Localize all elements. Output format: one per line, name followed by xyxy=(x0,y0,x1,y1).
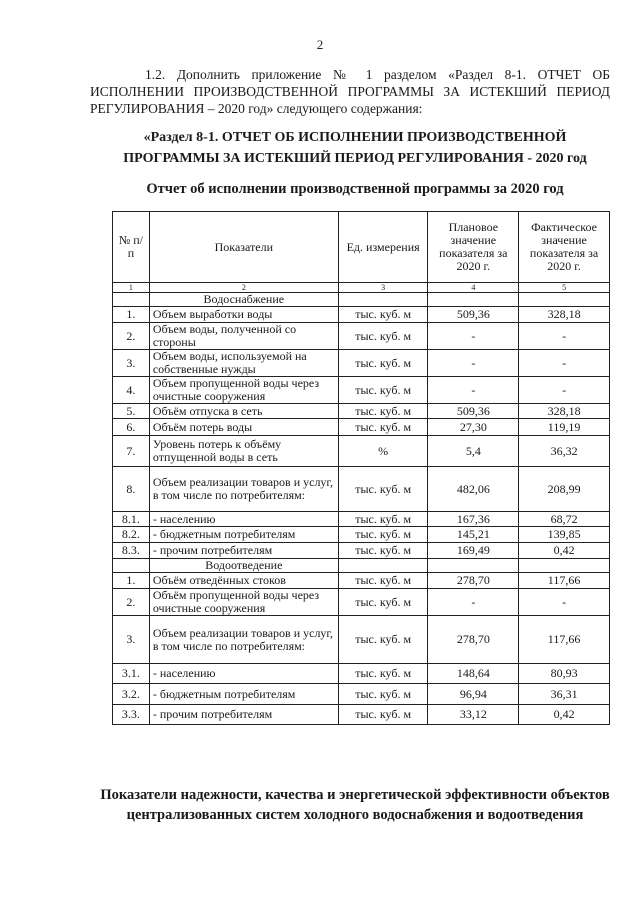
report-table xyxy=(112,211,610,725)
row-unit: тыс. куб. м xyxy=(338,350,428,377)
row-fact-value: 328,18 xyxy=(519,404,610,419)
row-indicator: Объем пропущенной воды через очистные сооружения xyxy=(149,377,338,404)
table-row xyxy=(113,512,610,527)
row-indicator: - населению xyxy=(149,664,338,684)
row-number: 3.3. xyxy=(113,705,150,725)
row-plan-value: 96,94 xyxy=(428,684,519,705)
group-label-water-disposal: Водоотведение xyxy=(149,559,338,573)
row-fact-value: - xyxy=(519,323,610,350)
row-plan-value: - xyxy=(428,377,519,404)
row-number: 4. xyxy=(113,377,150,404)
header-number: № п/п xyxy=(113,212,150,283)
row-indicator: Объем воды, используемой на собственные нужды xyxy=(149,350,338,377)
group-label-water-supply: Водоснабжение xyxy=(149,293,338,307)
column-index: 3 xyxy=(338,283,428,293)
group-spacer xyxy=(519,293,610,307)
row-fact-value: - xyxy=(519,350,610,377)
row-indicator: Объём пропущенной воды через очистные сооружения xyxy=(149,589,338,616)
row-number: 8. xyxy=(113,467,150,512)
header-fact: Фактическое значение показателя за 2020 г. xyxy=(519,212,610,283)
section-title-line1: «Раздел 8-1. ОТЧЕТ ОБ ИСПОЛНЕНИИ ПРОИЗВОДСТВЕННОЙ xyxy=(143,130,567,145)
row-plan-value: 509,36 xyxy=(428,307,519,323)
row-number: 3.1. xyxy=(113,664,150,684)
row-unit: тыс. куб. м xyxy=(338,512,428,527)
row-indicator: Объем реализации товаров и услуг, в том числе по потребителям: xyxy=(149,616,338,664)
row-unit: тыс. куб. м xyxy=(338,377,428,404)
row-fact-value: 328,18 xyxy=(519,307,610,323)
row-plan-value: - xyxy=(428,589,519,616)
row-unit: тыс. куб. м xyxy=(338,467,428,512)
row-fact-value: 36,31 xyxy=(519,684,610,705)
table-row xyxy=(113,404,610,419)
table-row xyxy=(113,467,610,512)
row-number: 2. xyxy=(113,323,150,350)
section-title-line2: ПРОГРАММЫ ЗА ИСТЕКШИЙ ПЕРИОД РЕГУЛИРОВАНИЯ - 2020 год xyxy=(123,151,587,166)
header-plan: Плановое значение показателя за 2020 г. xyxy=(428,212,519,283)
header-indicator: Показатели xyxy=(149,212,338,283)
row-indicator: - бюджетным потребителям xyxy=(149,684,338,705)
row-plan-value: 509,36 xyxy=(428,404,519,419)
group-spacer xyxy=(428,559,519,573)
row-number: 3.2. xyxy=(113,684,150,705)
row-plan-value: 482,06 xyxy=(428,467,519,512)
row-indicator: - прочим потребителям xyxy=(149,543,338,559)
row-fact-value: 36,32 xyxy=(519,436,610,467)
row-unit: тыс. куб. м xyxy=(338,323,428,350)
group-spacer xyxy=(338,293,428,307)
table-row xyxy=(113,664,610,684)
column-index: 5 xyxy=(519,283,610,293)
row-plan-value: 5,4 xyxy=(428,436,519,467)
row-unit: тыс. куб. м xyxy=(338,573,428,589)
row-plan-value: 148,64 xyxy=(428,664,519,684)
table-row xyxy=(113,616,610,664)
table-row xyxy=(113,705,610,725)
group-spacer xyxy=(113,293,150,307)
row-fact-value: - xyxy=(519,377,610,404)
row-indicator: Объем реализации товаров и услуг, в том числе по потребителям: xyxy=(149,467,338,512)
row-fact-value: 0,42 xyxy=(519,705,610,725)
row-indicator: Объем воды, полученной со стороны xyxy=(149,323,338,350)
group-spacer xyxy=(338,559,428,573)
row-number: 3. xyxy=(113,350,150,377)
table-row xyxy=(113,377,610,404)
row-unit: тыс. куб. м xyxy=(338,616,428,664)
row-indicator: - прочим потребителям xyxy=(149,705,338,725)
row-indicator: Уровень потерь к объёму отпущенной воды в сеть xyxy=(149,436,338,467)
row-fact-value: 80,93 xyxy=(519,664,610,684)
row-plan-value: 278,70 xyxy=(428,573,519,589)
row-number: 8.2. xyxy=(113,527,150,543)
table-row xyxy=(113,419,610,436)
row-number: 1. xyxy=(113,573,150,589)
row-number: 1. xyxy=(113,307,150,323)
table-row xyxy=(113,350,610,377)
group-row-water-disposal xyxy=(113,559,610,573)
row-number: 5. xyxy=(113,404,150,419)
table-row xyxy=(113,436,610,467)
group-row-water-supply xyxy=(113,293,610,307)
row-unit: тыс. куб. м xyxy=(338,664,428,684)
table-row xyxy=(113,323,610,350)
row-plan-value: 33,12 xyxy=(428,705,519,725)
row-number: 7. xyxy=(113,436,150,467)
row-indicator: - бюджетным потребителям xyxy=(149,527,338,543)
intro-text: 1.2. Дополнить приложение № 1 разделом «Раздел 8-1. ОТЧЕТ ОБ ИСПОЛНЕНИИ ПРОИЗВОДСТВЕННОЙ ПРОГРАММЫ ЗА ИСТЕКШИЙ ПЕРИОД РЕГУЛИРОВАНИЯ – 2020 год» следующего содержания: xyxy=(90,67,610,116)
header-unit: Ед. измерения xyxy=(338,212,428,283)
row-fact-value: 139,85 xyxy=(519,527,610,543)
group-spacer xyxy=(519,559,610,573)
row-fact-value: 119,19 xyxy=(519,419,610,436)
table-row xyxy=(113,589,610,616)
table-row xyxy=(113,307,610,323)
row-indicator: Объём потерь воды xyxy=(149,419,338,436)
table-row xyxy=(113,684,610,705)
row-number: 2. xyxy=(113,589,150,616)
row-unit: тыс. куб. м xyxy=(338,684,428,705)
row-fact-value: - xyxy=(519,589,610,616)
water-supply-section xyxy=(113,293,610,559)
table-row xyxy=(113,543,610,559)
page-number: 2 xyxy=(316,37,324,52)
row-number: 3. xyxy=(113,616,150,664)
row-indicator: Объём отведённых стоков xyxy=(149,573,338,589)
section-title xyxy=(100,127,610,169)
table-header-row xyxy=(113,212,610,283)
report-title: Отчет об исполнении производственной программы за 2020 год xyxy=(146,181,564,197)
row-indicator: Объем выработки воды xyxy=(149,307,338,323)
row-plan-value: - xyxy=(428,323,519,350)
intro-paragraph xyxy=(90,66,610,117)
column-index: 2 xyxy=(149,283,338,293)
row-plan-value: 169,49 xyxy=(428,543,519,559)
row-indicator: - населению xyxy=(149,512,338,527)
column-index: 1 xyxy=(113,283,150,293)
row-unit: тыс. куб. м xyxy=(338,307,428,323)
row-number: 8.1. xyxy=(113,512,150,527)
row-number: 8.3. xyxy=(113,543,150,559)
group-spacer xyxy=(428,293,519,307)
row-unit: тыс. куб. м xyxy=(338,589,428,616)
row-plan-value: 27,30 xyxy=(428,419,519,436)
row-fact-value: 0,42 xyxy=(519,543,610,559)
row-unit: тыс. куб. м xyxy=(338,705,428,725)
row-unit: тыс. куб. м xyxy=(338,543,428,559)
row-fact-value: 68,72 xyxy=(519,512,610,527)
row-unit: тыс. куб. м xyxy=(338,404,428,419)
column-index: 4 xyxy=(428,283,519,293)
row-plan-value: 167,36 xyxy=(428,512,519,527)
row-plan-value: - xyxy=(428,350,519,377)
row-fact-value: 208,99 xyxy=(519,467,610,512)
row-number: 6. xyxy=(113,419,150,436)
group-spacer xyxy=(113,559,150,573)
table-row xyxy=(113,527,610,543)
water-disposal-section xyxy=(113,559,610,725)
row-plan-value: 278,70 xyxy=(428,616,519,664)
row-plan-value: 145,21 xyxy=(428,527,519,543)
row-indicator: Объём отпуска в сеть xyxy=(149,404,338,419)
row-unit: тыс. куб. м xyxy=(338,527,428,543)
column-index-row xyxy=(113,283,610,293)
row-unit: тыс. куб. м xyxy=(338,419,428,436)
row-fact-value: 117,66 xyxy=(519,573,610,589)
row-fact-value: 117,66 xyxy=(519,616,610,664)
footer-title: Показатели надежности, качества и энергетической эффективности объектов централизованных систем холодного водоснабжения и водоотведения xyxy=(100,787,610,823)
table-row xyxy=(113,573,610,589)
row-unit: % xyxy=(338,436,428,467)
